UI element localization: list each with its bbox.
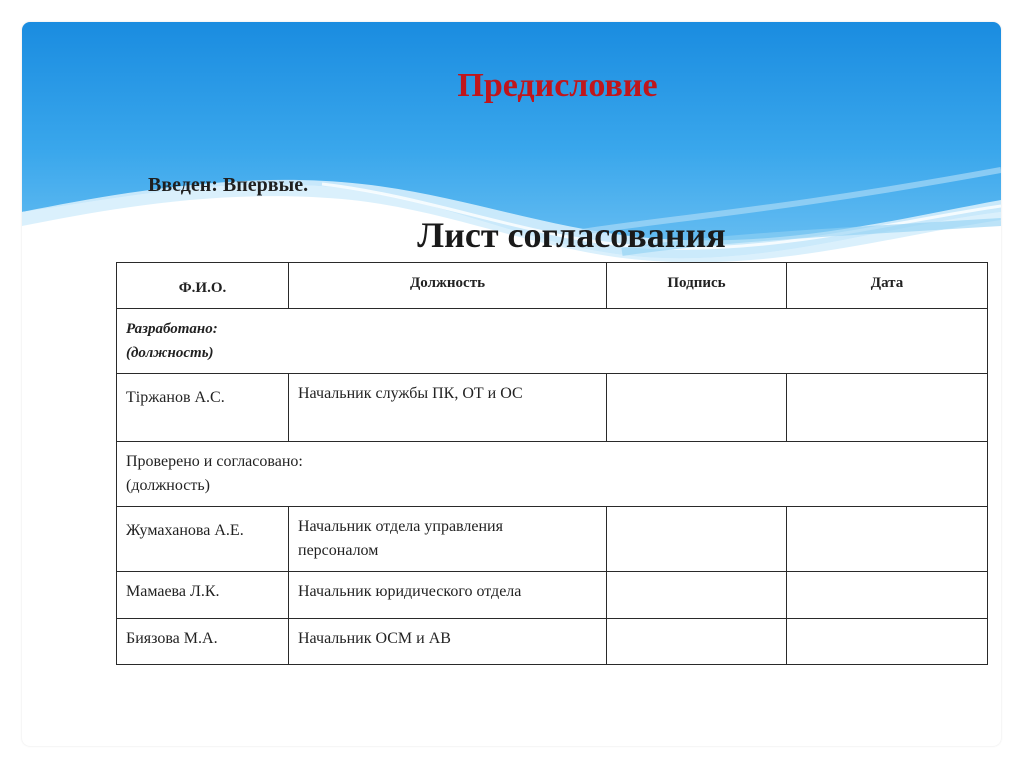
- checked-label: Проверено и согласовано:: [126, 453, 303, 470]
- developer-signature: [607, 374, 787, 442]
- column-header-signature: Подпись: [607, 263, 787, 309]
- approver-date: [787, 507, 988, 572]
- slide: [22, 22, 1001, 746]
- table-header-row: [117, 263, 988, 309]
- table-row: [117, 619, 988, 665]
- approver-signature: [607, 507, 787, 572]
- column-header-date: Дата: [787, 263, 988, 309]
- checked-position-label: (должность): [126, 477, 210, 494]
- table-row: [117, 572, 988, 619]
- developed-label: Разработано:: [126, 321, 218, 337]
- approver-name: Мамаева Л.К.: [117, 572, 289, 619]
- column-header-name: Ф.И.О.: [117, 263, 289, 309]
- approver-name: Биязова М.А.: [117, 619, 289, 665]
- column-header-position: Должность: [289, 263, 607, 309]
- approver-position-line: персоналом: [298, 542, 379, 559]
- developer-name: Тіржанов А.С.: [117, 374, 289, 442]
- approval-sheet-title: Лист согласования: [417, 215, 726, 255]
- approver-signature: [607, 619, 787, 665]
- approver-position-line: Начальник отдела управления: [298, 518, 503, 535]
- checked-section-cell: [117, 442, 988, 507]
- approver-position: Начальник юридического отдела: [289, 572, 607, 619]
- preface-title: Предисловие: [457, 67, 658, 104]
- table-row: [117, 507, 988, 572]
- developed-section-row: [117, 309, 988, 374]
- developer-date: [787, 374, 988, 442]
- approver-date: [787, 572, 988, 619]
- table-row: [117, 374, 988, 442]
- approver-date: [787, 619, 988, 665]
- approver-position: Начальник ОСМ и АВ: [289, 619, 607, 665]
- introduced-note: Введен: Впервые.: [148, 174, 309, 196]
- approver-name: Жумаханова А.Е.: [117, 507, 289, 572]
- developed-position-label: (должность): [126, 345, 214, 361]
- approver-signature: [607, 572, 787, 619]
- checked-section-row: [117, 442, 988, 507]
- approver-position: [289, 507, 607, 572]
- developer-position: Начальник службы ПК, ОТ и ОС: [289, 374, 607, 442]
- approval-table: [116, 262, 988, 665]
- developed-section-cell: [117, 309, 988, 374]
